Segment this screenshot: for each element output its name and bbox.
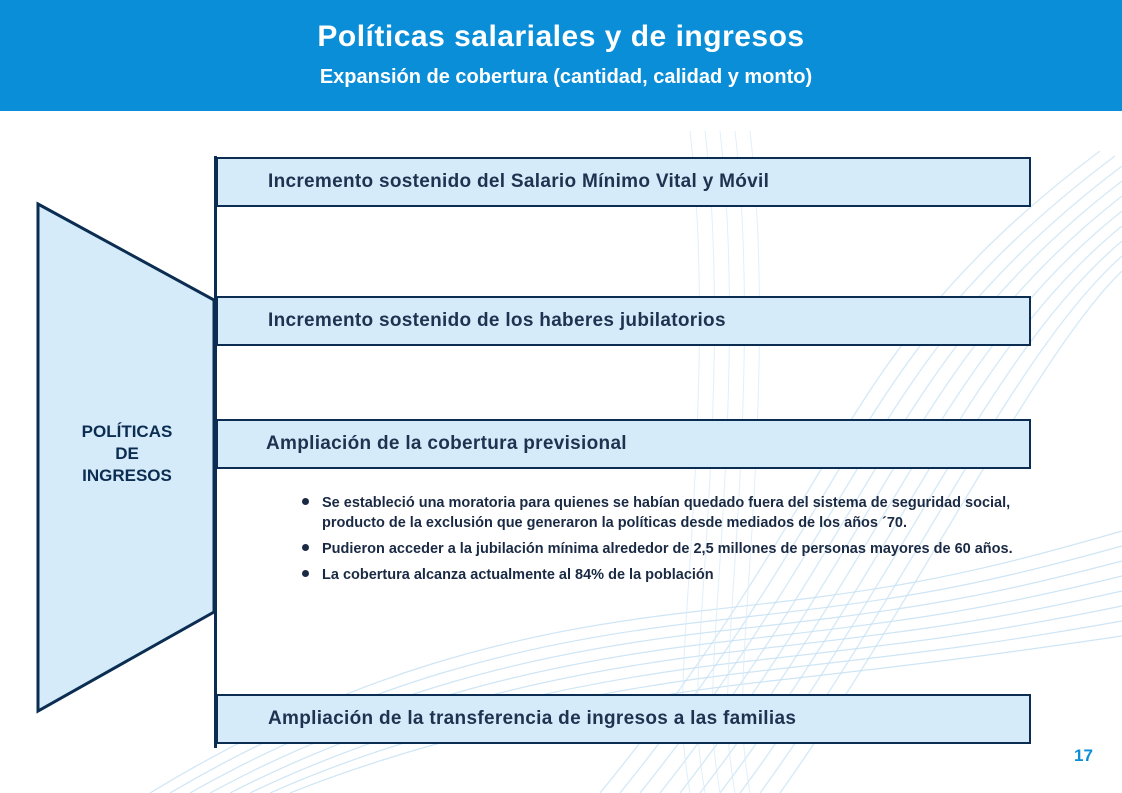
bar-coverage [216, 419, 1031, 469]
bullet-item [300, 565, 1040, 585]
bullet-text: La cobertura alcanza actualmente al 84% de la población [322, 567, 714, 583]
bullet-item [300, 539, 1040, 559]
coverage-bullet-list [300, 493, 1040, 591]
bar-pensions [216, 296, 1031, 346]
bar-pensions-label: Incremento sostenido de los haberes jubilatorios [268, 310, 726, 331]
bullet-dot-icon [302, 570, 309, 577]
bullet-item [300, 493, 1040, 533]
page-subtitle: Expansión de cobertura (cantidad, calidad y monto) [319, 66, 813, 88]
bar-coverage-label: Ampliación de la cobertura previsional [266, 433, 627, 454]
bar-minimum-wage [216, 157, 1031, 207]
bullet-dot-icon [302, 498, 309, 505]
funnel-label-line-3: INGRESOS [82, 466, 172, 485]
page-number: 17 [1074, 746, 1093, 765]
bullet-dot-icon [302, 544, 309, 551]
bullet-text: Pudieron acceder a la jubilación mínima alrededor de 2,5 millones de personas mayores de 60 años. [322, 541, 1013, 557]
page-title: Políticas salariales y de ingresos [317, 20, 805, 53]
bar-family-transfers-label: Ampliación de la transferencia de ingresos a las familias [268, 708, 797, 729]
funnel-shape [0, 0, 230, 793]
funnel-label [48, 421, 206, 487]
funnel-label-line-1: POLÍTICAS [81, 422, 173, 441]
bullet-text: Se estableció una moratoria para quienes se habían quedado fuera del sistema de seguridad social, producto de la exclusión que generaron la políticas desde mediados de los años ´70. [322, 495, 1011, 531]
bar-family-transfers [216, 694, 1031, 744]
funnel-label-line-2: DE [115, 444, 139, 463]
bar-minimum-wage-label: Incremento sostenido del Salario Mínimo Vital y Móvil [268, 171, 770, 192]
